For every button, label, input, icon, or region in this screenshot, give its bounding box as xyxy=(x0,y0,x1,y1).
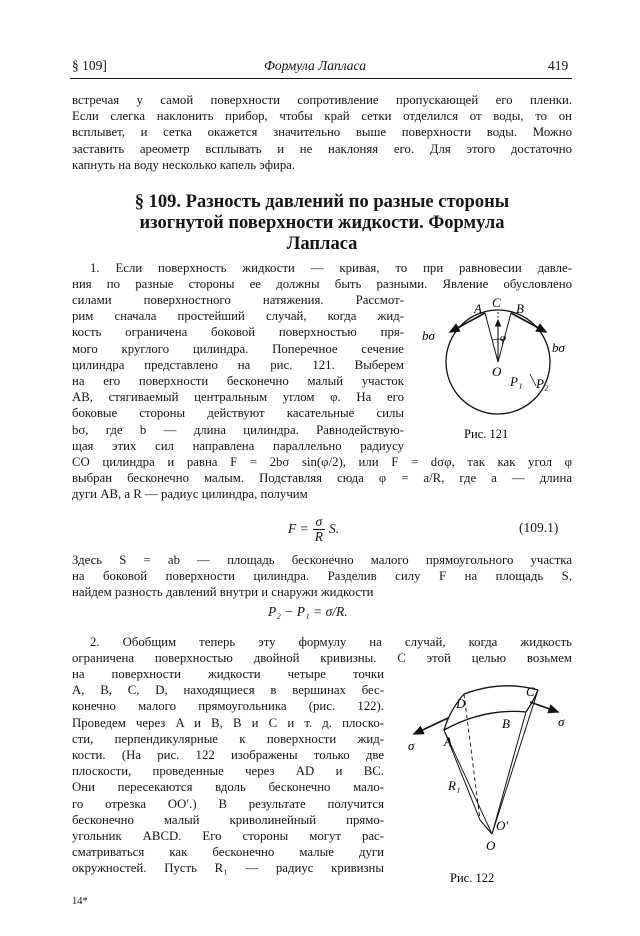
figure-122 xyxy=(398,672,576,890)
label-o-prime: O′ xyxy=(496,818,509,833)
text-line: 1. Если поверхность жидкости — кривая, то при равновесии давле- xyxy=(90,261,572,275)
eq-lhs: F = xyxy=(288,521,309,536)
equation-pressure-difference: P₂ − P₁ = σ/R. xyxy=(268,604,348,619)
text-line: кость ограничена боковой поверхностью пря- xyxy=(72,325,404,340)
text-line: силами поверхностного натяжения. Рассмот- xyxy=(72,293,404,307)
text-line: сти, перпендикулярные к поверхности жид- xyxy=(72,731,384,746)
eq-numerator: σ xyxy=(315,513,323,529)
segment-oo xyxy=(480,820,492,834)
figure-121 xyxy=(418,296,578,446)
label-phi: φ xyxy=(500,332,507,344)
section-title xyxy=(72,192,572,255)
signature-mark: 14* xyxy=(72,896,88,907)
text-line: конечно малого прямоугольника (рис. 122). xyxy=(72,699,384,714)
text-line: 2. Обобщим теперь эту формулу на случай, когда жидкость xyxy=(90,635,572,649)
text-line: Они пересекаются вдоль бесконечно мало- xyxy=(72,780,384,795)
text-line: на поверхности жидкости четыре точки xyxy=(72,667,384,681)
text-line: кости. (На рис. 122 изображены только две xyxy=(72,748,384,763)
text-line: щая этих сил направлена параллельно радиусу xyxy=(72,438,404,453)
text-line: bσ, где b — длина цилиндра. Равнодействую- xyxy=(72,422,404,437)
text-line: Если слегка наклонить прибор, чтобы край сетки отделился от воды, то он xyxy=(72,109,572,124)
text-line: рим сначала простейший случай, когда жид- xyxy=(72,309,404,324)
label-a: A xyxy=(444,734,452,749)
text-line: мого круглого цилиндра. Поперечное сечение xyxy=(72,341,404,356)
label-sigma-right: σ xyxy=(558,714,565,729)
text-line: бесконечно малый криволинейный прямо- xyxy=(72,812,384,827)
text-line: Проведем через A и B, B и C и т. д. плоско- xyxy=(72,715,384,730)
header-section: § 109] xyxy=(72,58,107,73)
header-page-number: 419 xyxy=(548,58,569,73)
equation-109-1 xyxy=(288,512,339,546)
header-running-title: Формула Лапласа xyxy=(264,58,366,73)
text-line: цилиндра представлено на рис. 121. Выберем xyxy=(72,357,404,372)
title-line: Лапласа xyxy=(286,234,358,254)
text-line: на боковой поверхности цилиндра. Разделив силу F на площадь S, xyxy=(72,569,572,584)
label-c: C xyxy=(492,296,501,310)
text-line: капнуть на воду несколько капель эфира. xyxy=(72,157,296,172)
text-line: CO цилиндра и равна F = 2bσ sin(φ/2), или F = dσφ, так как угол φ xyxy=(72,455,572,469)
title-line: § 109. Разность давлений по разные стороны xyxy=(134,192,510,212)
label-o: O xyxy=(492,364,502,379)
intro-paragraph xyxy=(72,92,572,173)
label-bs-right: bσ xyxy=(552,340,565,355)
label-c: C xyxy=(526,684,535,699)
text-line: всплывет, и сетка окажется значительно выше поверхности воды. Можно xyxy=(72,125,572,140)
header-rule xyxy=(70,78,572,79)
surface-edge-ab xyxy=(444,711,526,730)
text-line: ния по разные стороны ее должны быть разными. Явление обусловлено xyxy=(72,277,572,292)
figure-122-caption: Рис. 122 xyxy=(450,871,495,885)
text-line: сматриваться как бесконечно малые дуги xyxy=(72,845,384,860)
paragraph-1-wrap xyxy=(72,292,404,454)
text-line: A, B, C, D, находящиеся в вершинах бес- xyxy=(72,683,384,698)
text-line: на его поверхности бесконечно малый участок xyxy=(72,374,404,389)
text-line: Здесь S = ab — площадь бесконечно малого прямоугольного участка xyxy=(72,553,572,567)
paragraph-2-head xyxy=(72,634,572,666)
label-p2: P₂ xyxy=(536,376,549,391)
figure-121-caption: Рис. 121 xyxy=(464,427,509,441)
text-line: ограничена поверхностью двойной кривизны. С этой целью возьмем xyxy=(72,651,572,666)
text-line: го отрезка OO′.) В результате получится xyxy=(72,796,384,811)
paragraph-2-wrap xyxy=(72,666,384,877)
paragraph-1-continued xyxy=(72,454,572,503)
text-line: боковые стороны действуют касательные силы xyxy=(72,406,404,421)
eq-rhs: S. xyxy=(328,521,340,536)
label-a: A xyxy=(474,301,482,316)
label-d: D xyxy=(456,696,466,711)
text-line: плоскости, проведенные через AD и BC. xyxy=(72,764,384,779)
text-line: найдем разность давлений внутри и снаружи жидкости xyxy=(72,585,374,600)
text-line: встречая у самой поверхности сопротивление пропускающей его пленки. xyxy=(72,93,572,107)
eq-denominator: R xyxy=(314,528,323,544)
text-line: AB, стягиваемый центральным углом φ. На его xyxy=(72,390,404,405)
paragraph-1-head xyxy=(72,260,572,292)
label-sigma-left: σ xyxy=(408,738,415,753)
text-line: выбран бесконечно малым. Подставляя сюда φ = a/R, где a — длина xyxy=(72,471,572,486)
label-bs-left: bσ xyxy=(422,328,435,343)
text-line: дуги AB, а R — радиус цилиндра, получим xyxy=(72,487,308,502)
label-b: B xyxy=(502,716,510,731)
text-line: угольник ABCD. Его стороны могут рас- xyxy=(72,829,384,844)
title-line: изогнутой поверхности жидкости. Формула xyxy=(139,213,505,233)
sigma-arrow-right xyxy=(530,702,558,712)
text-line: заставить ареометр всплывать и не наклоняя его. Для этого достаточно xyxy=(72,141,572,156)
eq-fraction xyxy=(313,515,325,544)
label-b: B xyxy=(516,301,524,316)
label-r1: R₁ xyxy=(448,778,461,793)
paragraph-1-tail xyxy=(72,552,572,601)
label-o: O xyxy=(486,838,496,853)
equation-number: (109.1) xyxy=(519,520,559,535)
text-line: окружностей. Пусть R₁ — радиус кривизны xyxy=(72,861,384,876)
sigma-arrow-left xyxy=(414,718,448,734)
radius-oa xyxy=(485,313,498,362)
label-p1: P₁ xyxy=(510,374,523,389)
